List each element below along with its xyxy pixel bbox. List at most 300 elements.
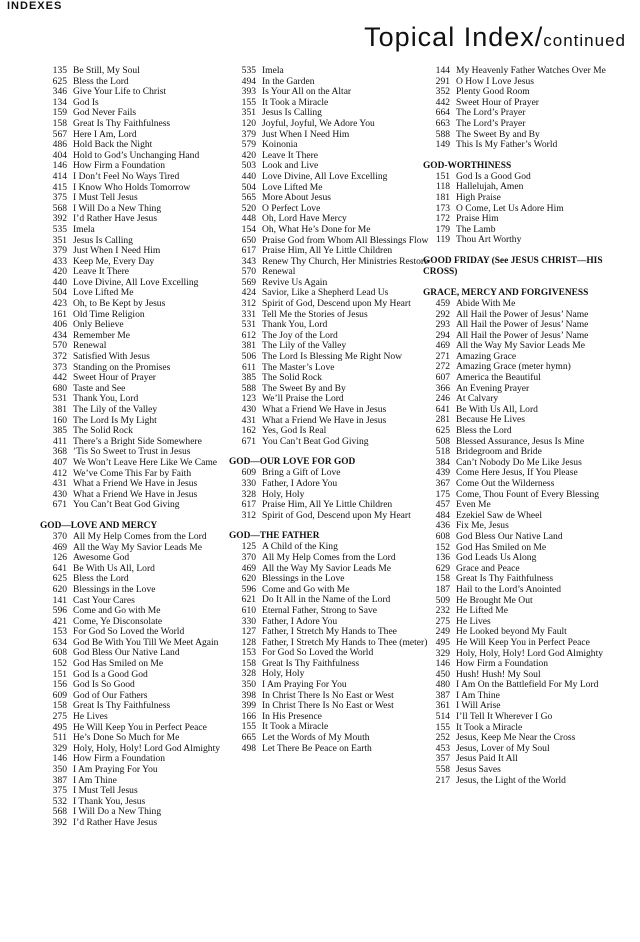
hymn-number: 423 [52,298,67,310]
hymn-number: 440 [52,276,67,288]
index-entry [229,87,431,98]
hymn-title: Amazing Grace (meter hymn) [456,361,571,373]
index-entry [229,479,431,490]
hymn-title: Jesus Is Calling [262,107,322,119]
hymn-number: 453 [435,742,450,754]
index-entry [423,415,625,426]
hymn-title: Only Believe [73,319,124,331]
hymn-number: 494 [241,75,256,87]
hymn-number: 352 [435,86,450,98]
hymn-number: 166 [241,710,256,722]
hymn-number: 120 [241,117,256,129]
hymn-number: 612 [241,329,256,341]
hymn-title: A Child of the King [262,541,338,553]
hymn-title: For God So Loved the World [262,647,374,659]
hymn-number: 421 [52,615,67,627]
hymn-title: God of Our Fathers [73,689,148,701]
hymn-title: Father, I Adore You [262,615,338,627]
hymn-title: God Bless Our Native Land [73,647,180,659]
hymn-number: 504 [52,287,67,299]
hymn-title: Hallelujah, Amen [456,181,524,193]
hymn-title: Bless the Lord [73,573,129,585]
hymn-title: Oh, What He’s Done for Me [262,223,371,235]
topic-heading: GOOD FRIDAY (See JESUS CHRIST—HIS CROSS) [423,255,603,277]
hymn-number: 531 [52,393,67,405]
hymn-number: 439 [435,467,450,479]
hymn-number: 126 [52,552,67,564]
index-entry [229,98,431,109]
hymn-number: 134 [52,96,67,108]
hymn-title: Let the Words of My Mouth [262,732,370,744]
hymn-number: 293 [435,319,450,331]
hymn-title: All Hail the Power of Jesus’ Name [456,329,589,341]
hymn-title: God Has Smiled on Me [456,541,547,553]
running-head: INDEXES [7,0,63,12]
hymn-title: It Took a Miracle [262,721,329,733]
index-entry [229,659,431,670]
hymn-title: Great Is Thy Faithfulness [262,657,360,669]
hymn-number: 149 [435,139,450,151]
hymn-number: 420 [52,266,67,278]
index-entry [423,299,625,310]
hymn-number: 271 [435,350,450,362]
hymn-title: For God So Loved the World [73,626,185,638]
index-entry [40,701,242,712]
hymn-number: 531 [241,319,256,331]
index-entry [229,267,431,278]
hymn-title: All My Help Comes from the Lord [73,530,207,542]
hymn-title: Oh, to Be Kept by Jesus [73,298,166,310]
hymn-number: 146 [52,753,67,765]
hymn-title: I Must Tell Jesus [73,192,138,204]
hymn-number: 514 [435,711,450,723]
hymn-title: Joyful, Joyful, We Adore You [262,117,375,129]
hymn-number: 431 [52,478,67,490]
index-entry [40,532,242,543]
hymn-number: 181 [435,191,450,203]
index-entry [423,182,625,193]
hymn-number: 442 [52,372,67,384]
hymn-number: 366 [435,382,450,394]
hymn-number: 387 [52,774,67,786]
hymn-title: What a Friend We Have in Jesus [262,404,387,415]
hymn-title: America the Beautiful [456,372,541,384]
hymn-number: 664 [435,107,450,119]
hymn-number: 387 [435,689,450,701]
index-entry [423,341,625,352]
hymn-title: Praise Him, All Ye Little Children [262,245,393,257]
hymn-number: 569 [241,276,256,288]
hymn-title: Renewal [262,266,296,278]
hymn-title: The Sweet By and By [262,382,346,394]
page-title [364,22,626,53]
hymn-number: 368 [52,446,67,458]
hymn-title: I Don’t Feel No Ways Tired [73,170,180,182]
hymn-title: Hold to God’s Unchanging Hand [73,149,200,161]
hymn-number: 663 [435,117,450,129]
index-entry [229,130,431,141]
hymn-number: 570 [52,340,67,352]
index-column-1 [40,66,242,829]
hymn-title: All the Way My Savior Leads Me [262,562,391,574]
hymn-number: 625 [52,75,67,87]
index-entry [229,193,431,204]
hymn-number: 625 [52,573,67,585]
hymn-number: 151 [52,668,67,680]
hymn-number: 596 [52,605,67,617]
hymn-number: 330 [241,615,256,627]
hymn-title: Here I Am, Lord [73,128,137,140]
hymn-title: Renew Thy Church, Her Ministries Restore [262,255,429,267]
hymn-number: 588 [435,128,450,140]
index-entry [423,553,625,564]
hymn-number: 448 [241,213,256,225]
hymn-title: I Will Arise [456,700,501,712]
hymn-title: I Will Do a New Thing [73,202,162,214]
index-entry [229,151,431,162]
hymn-number: 608 [435,530,450,542]
index-entry [423,776,625,787]
hymn-number: 291 [435,75,450,87]
hymn-title: Taste and See [73,382,126,394]
hymn-title: Come, Thou Fount of Every Blessing [456,488,600,500]
hymn-title: Cast Your Cares [73,594,135,606]
hymn-number: 372 [52,351,67,363]
hymn-title: Amazing Grace [456,350,517,362]
hymn-title: God Is So Good [73,679,135,691]
hymn-title: The Lord Is Blessing Me Right Now [262,351,403,363]
hymn-title: Sweet Hour of Prayer [73,372,156,384]
hymn-title: I Am Praying For You [73,764,158,775]
index-entry [423,638,625,649]
hymn-title: God Be With You Till We Meet Again [73,636,219,648]
hymn-number: 159 [52,107,67,119]
hymn-number: 520 [241,202,256,214]
index-entry [40,384,242,395]
hymn-title: Jesus Paid It All [456,753,518,765]
hymn-number: 272 [435,361,450,373]
hymn-number: 375 [52,192,67,204]
hymn-title: Be With Us All, Lord [73,562,155,574]
hymn-number: 486 [52,139,67,151]
index-entry [40,331,242,342]
page-title-suffix: continued [543,31,626,50]
index-entry [229,606,431,617]
hymn-number: 330 [241,477,256,489]
hymn-number: 509 [435,594,450,606]
index-column-2 [229,66,431,754]
index-entry [40,214,242,225]
index-entry [423,691,625,702]
hymn-number: 568 [52,202,67,214]
hymn-number: 442 [435,96,450,108]
hymn-title: Abide With Me [456,297,516,309]
index-entry [40,765,242,776]
hymn-number: 609 [241,467,256,479]
hymn-number: 535 [52,223,67,235]
index-entry [229,511,431,522]
hymn-number: 153 [241,647,256,659]
hymn-number: 379 [52,245,67,257]
hymn-title: Come Out the Wilderness [456,478,555,489]
hymn-number: 361 [435,700,450,712]
hymn-number: 123 [241,393,256,405]
hymn-number: 393 [241,86,256,98]
hymn-title: God Has Smiled on Me [73,658,164,670]
index-entry [423,712,625,723]
hymn-number: 379 [241,128,256,140]
hymn-number: 141 [52,594,67,606]
hymn-title: What a Friend We Have in Jesus [73,478,198,490]
hymn-number: 650 [241,234,256,246]
hymn-title: Come and Go with Me [73,605,161,617]
hymn-title: Fix Me, Jesus [456,520,509,532]
hymn-title: Father, I Stretch My Hands to Thee (meter) [262,636,428,648]
hymn-title: Koinonia [262,139,298,151]
hymn-number: 671 [241,435,256,447]
index-entry [229,310,431,321]
hymn-title: The Lily of the Valley [73,404,158,415]
index-entry [423,490,625,501]
hymn-number: 620 [52,583,67,595]
hymn-number: 412 [52,467,67,479]
hymn-title: Great Is Thy Faithfulness [73,117,171,129]
hymn-number: 610 [241,604,256,616]
hymn-title: Jesus, Keep Me Near the Cross [456,732,576,744]
hymn-title: Love Lifted Me [73,287,134,299]
index-entry [40,564,242,575]
hymn-number: 154 [241,223,256,235]
hymn-number: 153 [52,626,67,638]
hymn-number: 155 [435,721,450,733]
hymn-title: He Will Keep You in Perfect Peace [456,636,590,648]
index-entry [40,818,242,829]
hymn-number: 420 [241,149,256,161]
hymn-number: 152 [52,658,67,670]
hymn-number: 329 [435,647,450,659]
hymn-number: 641 [52,562,67,574]
hymn-title: How Firm a Foundation [73,753,166,765]
index-entry [40,66,242,77]
hymn-title: Old Time Religion [73,308,145,320]
hymn-title: God Bless Our Native Land [456,530,563,542]
index-entry [229,405,431,416]
hymn-number: 158 [52,700,67,712]
hymn-title: Because He Lives [456,414,525,426]
hymn-number: 535 [241,65,256,76]
index-entry [229,66,431,77]
hymn-title: Father, I Adore You [262,477,338,489]
hymn-title: More About Jesus [262,192,331,204]
hymn-number: 596 [241,583,256,595]
hymn-title: The Lamb [456,223,496,235]
index-entry [423,384,625,395]
index-entry [423,754,625,765]
hymn-title: He Lives [456,615,491,627]
hymn-title: We’ve Come This Far by Faith [73,467,192,479]
hymn-number: 411 [53,435,67,447]
hymn-number: 249 [435,626,450,638]
index-entry [423,596,625,607]
hymn-title: Can’t Nobody Do Me Like Jesus [456,456,582,468]
hymn-number: 275 [435,615,450,627]
index-entry [40,310,242,321]
index-entry [423,172,625,183]
index-entry [40,670,242,681]
hymn-number: 671 [52,499,67,511]
hymn-title: Bless the Lord [73,75,129,87]
index-entry [229,701,431,712]
hymn-number: 568 [52,806,67,818]
hymn-title: I Thank You, Jesus [73,795,146,807]
hymn-number: 415 [52,181,67,193]
hymn-title: Jesus Saves [456,764,501,776]
hymn-number: 532 [52,795,67,807]
index-entry [423,744,625,755]
hymn-number: 506 [241,351,256,363]
index-entry [40,405,242,416]
hymn-title: Give Your Life to Christ [73,86,167,98]
hymn-title: I Will Do a New Thing [73,806,162,818]
hymn-number: 407 [52,456,67,468]
hymn-title: God Leads Us Along [456,552,537,564]
hymn-title: All Hail the Power of Jesus’ Name [456,319,589,331]
hymn-title: ’Tis So Sweet to Trust in Jesus [73,446,191,458]
hymn-title: He Looked beyond My Fault [456,626,567,638]
hymn-number: 498 [241,742,256,754]
hymn-title: Blessed Assurance, Jesus Is Mine [456,435,585,447]
hymn-number: 155 [241,96,256,108]
hymn-title: Leave It There [73,266,130,278]
hymn-title: The Sweet By and By [456,128,540,140]
index-entry [229,140,431,151]
hymn-title: Hush! Hush! My Soul [456,668,541,680]
hymn-number: 381 [52,404,67,415]
hymn-title: I’ll Tell It Wherever I Go [456,711,553,723]
hymn-number: 579 [241,139,256,151]
hymn-title: I Must Tell Jesus [73,785,138,797]
index-entry [423,585,625,596]
hymn-number: 146 [435,658,450,670]
hymn-number: 495 [52,721,67,733]
hymn-title: Imela [262,65,284,76]
hymn-number: 459 [435,297,450,309]
index-entry [229,257,431,268]
hymn-number: 125 [241,541,256,553]
hymn-title: At Calvary [456,393,499,405]
hymn-title: The Lord’s Prayer [456,117,526,129]
hymn-number: 346 [52,86,67,98]
hymn-title: Jesus Is Calling [73,234,133,246]
hymn-title: Come and Go with Me [262,583,350,595]
hymn-title: The Solid Rock [262,372,322,384]
hymn-number: 414 [52,170,67,182]
hymn-number: 565 [241,192,256,204]
hymn-title: I Am Thine [73,774,117,786]
hymn-title: I Am Praying For You [262,679,347,691]
hymn-number: 508 [435,435,450,447]
hymn-title: It Took a Miracle [262,96,329,108]
hymn-title: This Is My Father’s World [456,139,558,151]
hymn-number: 504 [241,181,256,193]
hymn-number: 118 [436,181,450,193]
hymn-title: All My Help Comes from the Lord [262,551,396,563]
hymn-number: 617 [241,499,256,511]
hymn-number: 398 [241,689,256,701]
hymn-title: Great Is Thy Faithfulness [456,573,554,585]
hymn-title: An Evening Prayer [456,382,530,394]
hymn-number: 634 [52,636,67,648]
hymn-title: Is Your All on the Altar [262,86,352,98]
hymn-number: 385 [241,372,256,384]
hymn-title: He Will Keep You in Perfect Peace [73,721,207,733]
hymn-title: Grace and Peace [456,562,520,574]
hymn-number: 431 [241,414,256,426]
hymn-number: 275 [52,711,67,723]
topic-heading: GOD-WORTHINESS [423,160,512,171]
index-entry [423,204,625,215]
index-entry [40,87,242,98]
hymn-number: 217 [435,774,450,786]
hymn-number: 620 [241,573,256,585]
hymn-title: The Lord Is My Light [73,414,157,426]
hymn-title: Even Me [456,499,491,511]
hymn-title: He Lifted Me [456,605,508,617]
index-entry [40,500,242,511]
hymn-title: Awesome God [73,552,130,564]
hymn-title: How Firm a Foundation [456,658,549,670]
hymn-title: I’d Rather Have Jesus [73,213,158,225]
hymn-number: 246 [435,393,450,405]
hymn-title: Love Divine, All Love Excelling [73,276,199,288]
hymn-title: Bring a Gift of Love [262,467,341,479]
hymn-title: My Heavenly Father Watches Over Me [456,65,606,76]
hymn-title: In Christ There Is No East or West [262,689,394,701]
hymn-number: 350 [52,764,67,775]
hymn-title: God Is a Good God [73,668,148,680]
hymn-title: What a Friend We Have in Jesus [73,488,198,500]
hymn-title: You Can’t Beat God Giving [262,435,369,447]
hymn-title: I’d Rather Have Jesus [73,816,158,828]
hymn-title: Leave It There [262,149,319,161]
hymn-title: Love Lifted Me [262,181,323,193]
hymn-number: 629 [435,562,450,574]
hymn-number: 136 [435,552,450,564]
hymn-title: Holy, Holy [262,488,305,500]
hymn-number: 436 [435,520,450,532]
hymn-number: 680 [52,382,67,394]
hymn-number: 146 [52,160,67,172]
hymn-number: 172 [435,213,450,225]
hymn-number: 370 [52,530,67,542]
page-title-main: Topical Index/ [364,22,544,52]
hymn-title: You Can’t Beat God Giving [73,499,180,511]
hymn-title: Blessings in the Love [73,583,156,595]
hymn-number: 156 [52,679,67,691]
index-entry [40,585,242,596]
hymn-number: 155 [241,721,256,733]
hymn-number: 232 [435,605,450,617]
hymn-title: O Perfect Love [262,202,321,214]
topic-heading: GOD—OUR LOVE FOR GOD [229,457,356,468]
hymn-title: He Brought Me Out [456,594,533,606]
hymn-title: Revive Us Again [262,276,328,288]
hymn-title: Hold Back the Night [73,139,153,151]
hymn-title: The Master’s Love [262,361,335,373]
hymn-title: Savior, Like a Shepherd Lead Us [262,287,389,299]
hymn-number: 158 [435,573,450,585]
hymn-title: Holy, Holy, Holy! Lord God Almighty [73,742,220,754]
